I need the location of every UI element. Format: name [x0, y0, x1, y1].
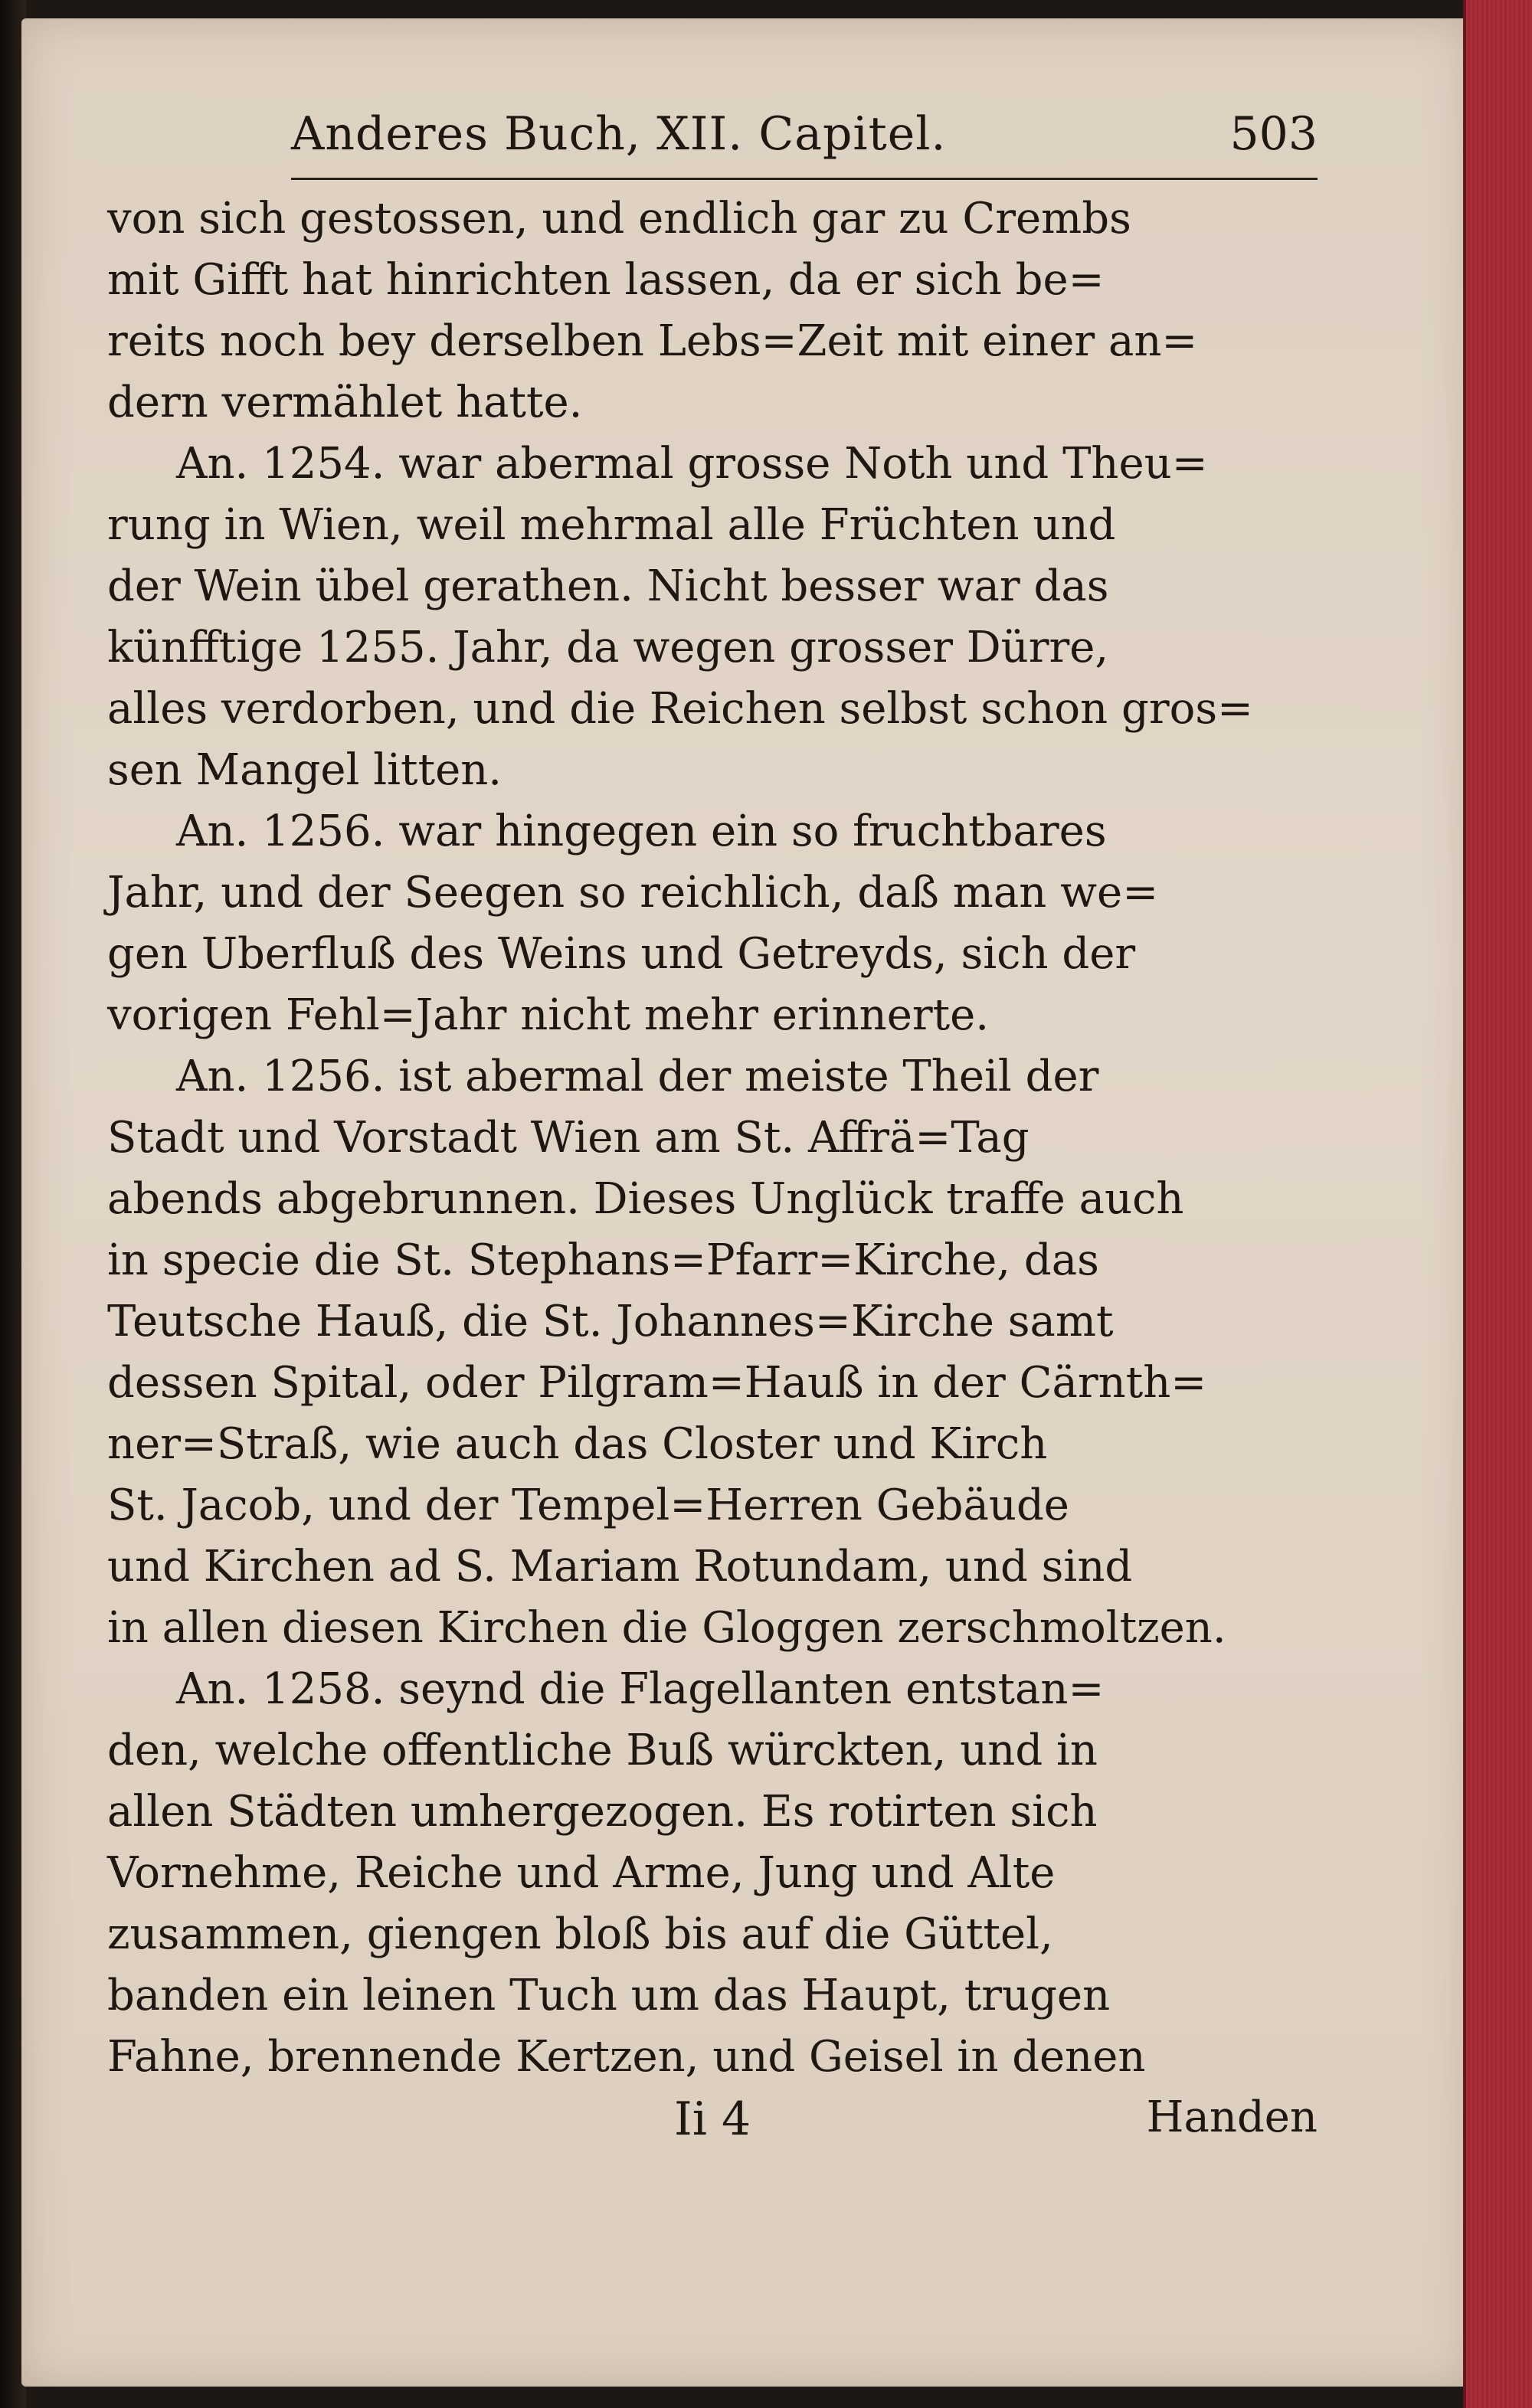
page-footer: [107, 2092, 1318, 2161]
text-line: in specie die St. Stephans=Pfarr=Kirche, das: [107, 1235, 1099, 1285]
text-line: abends abgebrunnen. Dieses Unglück traffe auch: [107, 1174, 1184, 1224]
text-line: An. 1258. seynd die Flagellanten entstan=: [176, 1664, 1105, 1714]
red-page-edges: [1466, 0, 1532, 2408]
text-line: mit Gifft hat hinrichten lassen, da er sich be=: [107, 255, 1105, 305]
header-rule: [291, 178, 1318, 180]
signature-mark: Ii 4: [674, 2092, 751, 2146]
text-line: reits noch bey derselben Lebs=Zeit mit einer an=: [107, 316, 1198, 366]
text-line: Fahne, brennende Kertzen, und Geisel in denen: [107, 2032, 1146, 2082]
text-line: vorigen Fehl=Jahr nicht mehr erinnerte.: [107, 990, 990, 1040]
running-head: Anderes Buch, XII. Capitel.: [291, 107, 947, 161]
text-line: Stadt und Vorstadt Wien am St. Affrä=Tag: [107, 1113, 1030, 1163]
page-number: 503: [1229, 107, 1318, 161]
catchword: Handen: [1146, 2092, 1318, 2142]
text-line: in allen diesen Kirchen die Gloggen zerschmoltzen.: [107, 1603, 1226, 1653]
text-line: banden ein leinen Tuch um das Haupt, trugen: [107, 1971, 1111, 2020]
text-line: ner=Straß, wie auch das Closter und Kirch: [107, 1419, 1048, 1469]
text-line: von sich gestossen, und endlich gar zu Crembs: [107, 194, 1131, 244]
text-line: und Kirchen ad S. Mariam Rotundam, und sind: [107, 1542, 1133, 1592]
text-line: dessen Spital, oder Pilgram=Hauß in der Cärnth=: [107, 1358, 1207, 1408]
text-line: Jahr, und der Seegen so reichlich, daß man we=: [107, 868, 1159, 918]
text-line: künfftige 1255. Jahr, da wegen grosser Dürre,: [107, 623, 1109, 672]
text-line: dern vermählet hatte.: [107, 378, 583, 427]
text-line: Vornehme, Reiche und Arme, Jung und Alte: [107, 1848, 1056, 1898]
text-line: Teutsche Hauß, die St. Johannes=Kirche samt: [107, 1297, 1114, 1346]
text-line: zusammen, giengen bloß bis auf die Güttel,: [107, 1909, 1053, 1959]
text-line: der Wein übel gerathen. Nicht besser war das: [107, 561, 1109, 611]
text-line: gen Uberfluß des Weins und Getreyds, sich der: [107, 929, 1136, 979]
text-line: rung in Wien, weil mehrmal alle Früchten und: [107, 500, 1116, 550]
text-line: An. 1256. ist abermal der meiste Theil der: [176, 1052, 1099, 1101]
text-line: St. Jacob, und der Tempel=Herren Gebäude: [107, 1480, 1069, 1530]
page-header: [107, 107, 1318, 184]
text-line: An. 1256. war hingegen ein so fruchtbares: [176, 806, 1107, 856]
text-line: An. 1254. war abermal grosse Noth und Theu=: [176, 439, 1208, 489]
page-content: [107, 107, 1318, 2161]
body-text: [107, 188, 1302, 2088]
text-line: alles verdorben, und die Reichen selbst schon gros=: [107, 684, 1253, 734]
text-line: den, welche offentliche Buß würckten, und in: [107, 1726, 1098, 1775]
text-line: sen Mangel litten.: [107, 745, 502, 795]
text-line: allen Städten umhergezogen. Es rotirten sich: [107, 1787, 1098, 1837]
